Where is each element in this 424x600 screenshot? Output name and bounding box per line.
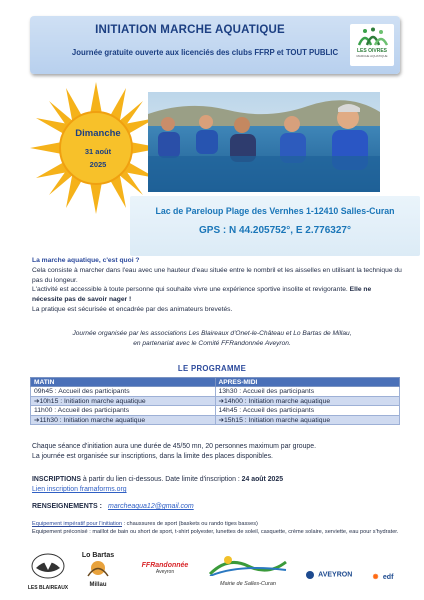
arrow-right-icon: ➔ (34, 397, 40, 405)
bartas-name: Lo Bartas (81, 552, 115, 559)
equipment-required-label: Equipement impératif pour l'initiation (32, 521, 122, 527)
landscape-icon (208, 554, 288, 576)
programme-title: LE PROGRAMME (177, 364, 247, 373)
partner-logos (20, 552, 420, 592)
equipment-section (32, 520, 402, 536)
edf-name: edf (382, 574, 394, 581)
schedule-cell-afternoon (215, 387, 400, 397)
programme-row (31, 415, 400, 425)
mairie-logo (208, 554, 288, 587)
schedule-cell-morning (31, 415, 216, 425)
schedule-cell-afternoon (215, 415, 400, 425)
rules-line-2: La journée est organisée sur inscriptions, dans la limite des places disponibles. (32, 453, 273, 460)
intro-paragraph-3: La pratique est sécurisée et encadrée par des animateurs brevetés. (32, 305, 233, 313)
mairie-name: Mairie de Salles-Curan (220, 581, 276, 587)
logo-name: LES OIVRES (356, 48, 387, 54)
schedule-text: 15h15 : Initiation marche aquatique (223, 416, 331, 424)
aveyron-name: AVEYRON (318, 571, 353, 579)
arrow-right-icon: ➔ (218, 397, 224, 405)
event-date (58, 128, 138, 169)
organizers-line-1: Journée organisée par les associations Les Blaireaux d'Onet-le-Château et Lo Bartas de Millau, (72, 330, 352, 337)
column-header-morning: MATIN (31, 378, 216, 387)
arrow-right-icon: ➔ (218, 416, 224, 424)
walker-figures-icon (355, 27, 389, 47)
schedule-text: 11h30 : Initiation marche aquatique (39, 416, 146, 424)
edf-logo (368, 566, 398, 584)
schedule-cell-morning (31, 406, 216, 416)
schedule-text: 11h00 : Accueil des participants (34, 406, 130, 414)
registration-line (32, 475, 402, 485)
contact-email-link[interactable]: marcheaqua12@gmail.com (108, 503, 194, 510)
programme-row (31, 406, 400, 416)
schedule-cell-morning (31, 387, 216, 397)
schedule-cell-morning (31, 396, 216, 406)
event-subtitle: Journée gratuite ouverte aux licenciés des clubs FFRP et TOUT PUBLIC (71, 48, 339, 57)
organizers-line-2: en partenariat avec le Comité FFRandonnée Aveyron. (133, 339, 291, 347)
bartas-city: Millau (89, 582, 107, 588)
participants-photo (148, 92, 380, 192)
contact-section (32, 503, 402, 510)
organizers-text (32, 329, 392, 348)
schedule-cell-afternoon (215, 396, 400, 406)
gps-coordinates: GPS : N 44.205752°, E 2.776327° (199, 225, 351, 236)
location-address: Lac de Pareloup Plage des Vernhes 1-12410 Salles-Curan (155, 206, 395, 216)
registration-section (32, 475, 402, 495)
column-header-afternoon: APRES-MIDI (215, 378, 400, 387)
edf-sun-icon: ✺ (372, 574, 379, 581)
intro-paragraph-2 (32, 285, 402, 305)
event-title: INITIATION MARCHE AQUATIQUE (95, 24, 285, 36)
blaireaux-logo (26, 552, 70, 591)
ffrando-sub: Aveyron (155, 569, 175, 575)
header-banner (30, 16, 400, 74)
intro-paragraph-2-text: L'activité est accessible à toute personne qui souhaite vivre une expérience sportive insolite et revigorante. (32, 286, 348, 294)
ffrando-name: FFRandonnée (141, 562, 189, 569)
registration-text: à partir du lien ci-dessous. Date limite d'inscription : (81, 476, 242, 483)
event-year: 2025 (89, 160, 107, 169)
session-rules (32, 442, 402, 462)
les-oivres-logo (350, 24, 394, 66)
aveyron-logo (302, 566, 356, 584)
event-day-month: 31 août (84, 147, 112, 156)
bartas-emblem-icon (85, 559, 111, 577)
no-swim-note: Elle ne nécessite pas de savoir nager ! (32, 286, 372, 304)
rules-line-1: Chaque séance d'initiation aura une durée de 45/50 mn, 20 personnes maximum par groupe. (32, 443, 317, 450)
schedule-text: 14h45 : Accueil des participants (218, 406, 315, 414)
registration-link[interactable]: Lien inscription framaforms.org (32, 486, 127, 493)
intro-question: La marche aquatique, c'est quoi ? (32, 257, 140, 264)
programme-table (30, 377, 400, 425)
schedule-cell-afternoon (215, 406, 400, 416)
schedule-text: 09h45 : Accueil des participants (34, 387, 130, 395)
location-box (130, 196, 420, 256)
intro-paragraph-1: Cela consiste à marcher dans l'eau avec une hauteur d'eau située entre le nombril et les aisselles en utilisant la technique du pas du longeur. (32, 266, 402, 284)
aveyron-dot-icon (306, 571, 314, 579)
arrow-right-icon: ➔ (34, 416, 40, 424)
programme-row (31, 396, 400, 406)
ffrandonnee-logo (132, 562, 198, 575)
schedule-text: 10h15 : Initiation marche aquatique (39, 397, 146, 405)
equipment-required (32, 520, 402, 528)
programme-row (31, 387, 400, 397)
contact-label: RENSEIGNEMENTS : (32, 503, 103, 510)
intro-text (32, 256, 402, 315)
schedule-text: 14h00 : Initiation marche aquatique (223, 397, 331, 405)
equipment-recommended: Equipement préconisé : maillot de bain ou short de sport, t-shirt polyester, lunettes de soleil, casquette, crème solaire, serviette, eau pour s'hydrater. (32, 529, 399, 535)
registration-label: INSCRIPTIONS (32, 476, 82, 483)
registration-deadline: 24 août 2025 (241, 476, 284, 483)
blaireaux-name: LES BLAIREAUX (27, 585, 69, 591)
equipment-required-text: : chaussures de sport (baskets ou rando tiges basses) (122, 521, 258, 527)
badger-icon (30, 552, 66, 580)
bartas-logo (78, 552, 118, 588)
schedule-text: 13h30 : Accueil des participants (218, 387, 315, 395)
logo-subtitle: MARCHE AQUATIQUE (356, 54, 388, 58)
event-day: Dimanche (75, 128, 121, 139)
